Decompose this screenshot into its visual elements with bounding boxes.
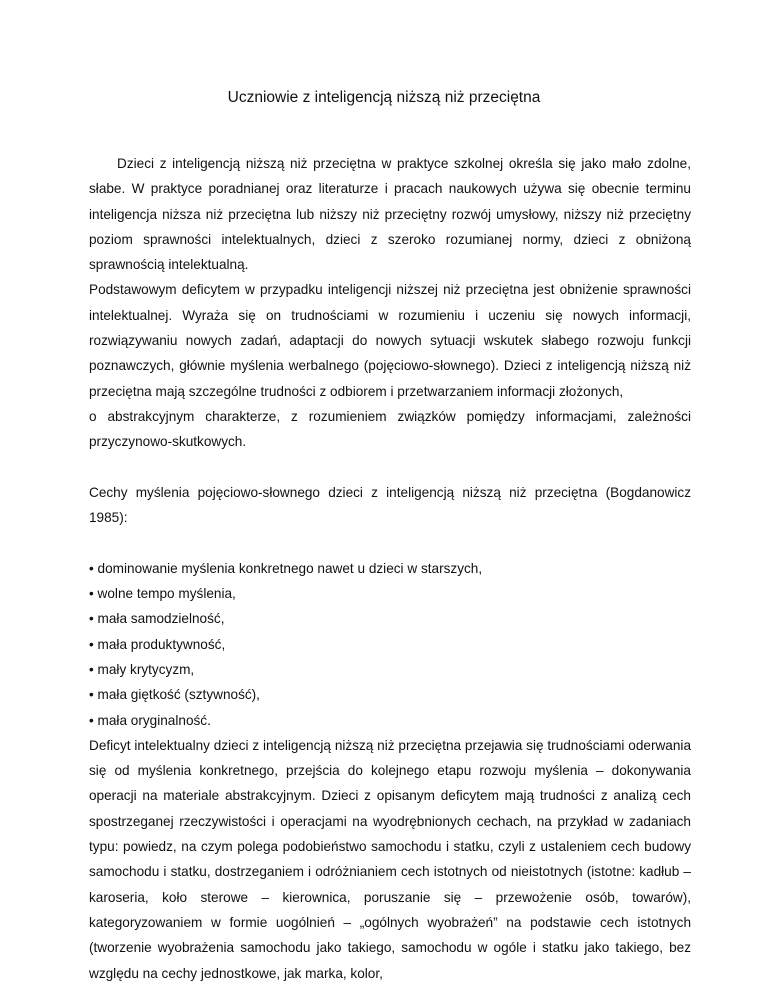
paragraph-intro: Dzieci z inteligencją niższą niż przeciętna w praktyce szkolnej określa się jako mało zdolne, słabe. W praktyce poradnianej oraz literaturze i pracach naukowych używa się obecnie terminu inteligencja niższa niż przeciętna lub niższy niż przeciętny rozwój umysłowy, niższy niż przeciętny poziom sprawności intelektualnych, dzieci z szeroko rozumianej normy, dzieci z obniżoną sprawnością intelektualną. — [89, 156, 691, 273]
paragraph-deficit-a: Podstawowym deficytem w przypadku inteligencji niższej niż przeciętna jest obniżenie sprawności intelektualnej. Wyraża się on trudnościami w rozumieniu i uczeniu się nowych informacji, rozwiązywaniu nowych zadań, adaptacji do nowych sytuacji wskutek słabego rozwoju funkcji poznawczych, głównie myślenia werbalnego (pojęciowo-słownego). Dzieci z inteligencją niższą niż przeciętna mają szczególne trudności z odbiorem i przetwarzaniem informacji złożonych, — [89, 282, 691, 399]
paragraph-list-intro: Cechy myślenia pojęciowo-słownego dzieci z inteligencją niższą niż przeciętna (Bogdanowicz 1985): — [89, 484, 691, 526]
list-item: • mała oryginalność. — [89, 708, 691, 733]
traits-list — [89, 556, 691, 733]
blank-line — [89, 455, 691, 480]
list-item: • mały krytycyzm, — [89, 657, 691, 682]
paragraph-deficit-b: o abstrakcyjnym charakterze, z rozumieniem związków pomiędzy informacjami, zależności przyczynowo-skutkowych. — [89, 408, 691, 450]
paragraph-deficit-c: Deficyt intelektualny dzieci z inteligencją niższą niż przeciętna przejawia się trudnościami oderwania się od myślenia konkretnego, przejścia do kolejnego etapu rozwoju myślenia – dokonywania operacji na materiale abstrakcyjnym. Dzieci z opisanym deficytem mają trudności z analizą cech spostrzeganej rzeczywistości i operacjami na wyodrębnionych cechach, na przykład w zadaniach typu: powiedz, na czym polega podobieństwo samochodu i statku, czyli z ustaleniem cech budowy samochodu i statku, dostrzeganiem i odróżnianiem cech istotnych od nieistotnych (istotne: kadłub – karoseria, koło sterowe – kierownica, poruszanie się – przewożenie osób, towarów), kategoryzowaniem w formie uogólnień – „ogólnych wyobrażeń” na podstawie cech istotnych (tworzenie wyobrażenia samochodu jako takiego, samochodu w ogóle i statku jako takiego, bez względu na cechy jednostkowe, jak marka, kolor, — [89, 737, 691, 981]
page-title: Uczniowie z inteligencją niższą niż przeciętna — [227, 89, 541, 106]
list-item: • dominowanie myślenia konkretnego nawet u dzieci w starszych, — [89, 556, 691, 581]
document-body — [89, 151, 691, 986]
list-item: • wolne tempo myślenia, — [89, 581, 691, 606]
list-item: • mała produktywność, — [89, 632, 691, 657]
list-item: • mała giętkość (sztywność), — [89, 682, 691, 707]
list-item: • mała samodzielność, — [89, 606, 691, 631]
blank-line — [89, 530, 691, 555]
